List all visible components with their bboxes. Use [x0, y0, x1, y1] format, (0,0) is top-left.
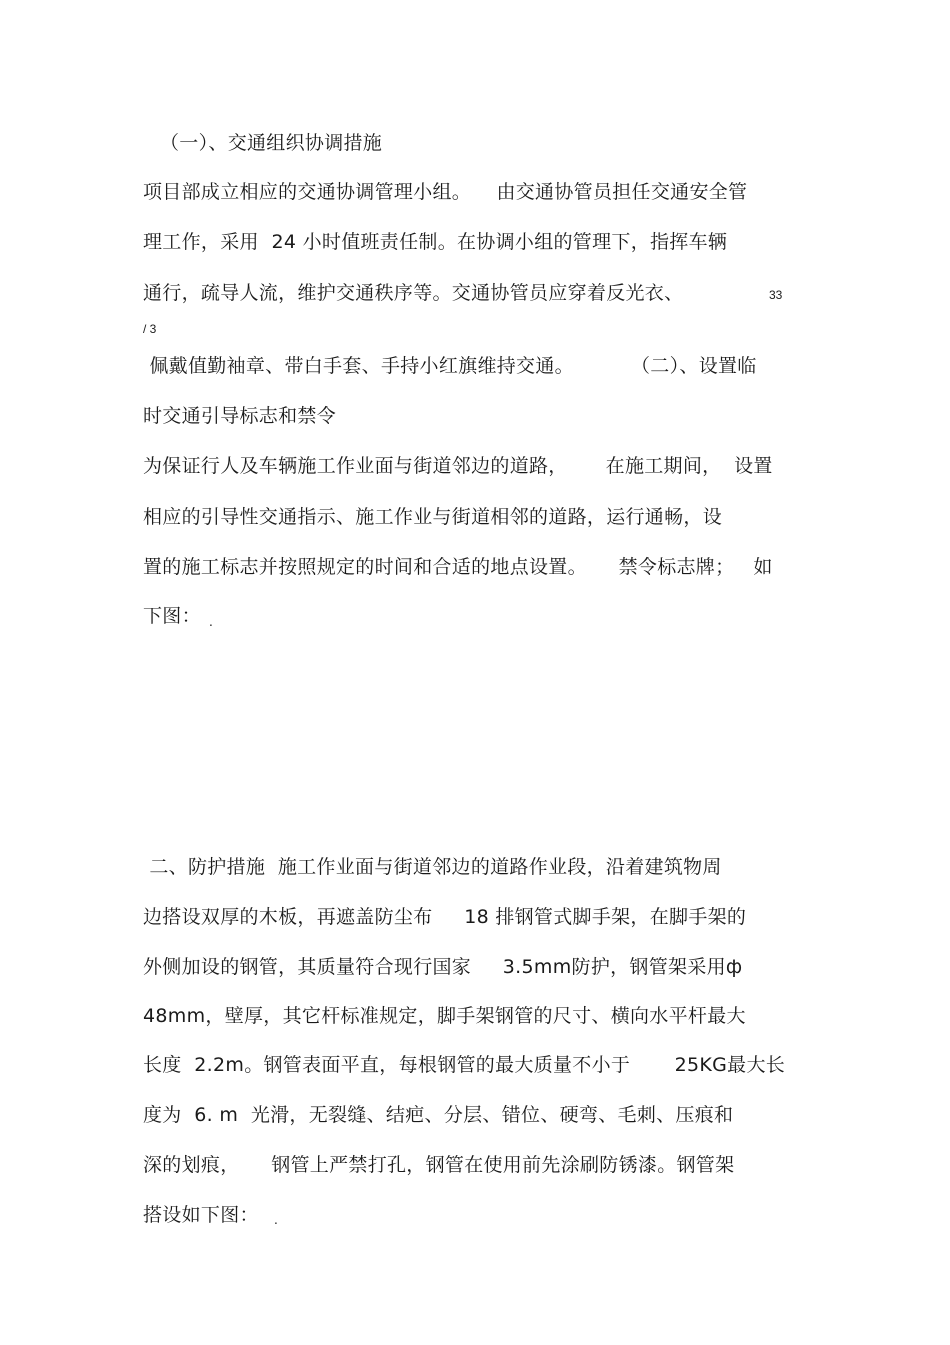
paragraph-line: 度为 6. m 光滑，无裂缝、结疤、分层、错位、硬弯、毛刺、压痕和 [143, 1104, 734, 1126]
paragraph-line: 时交通引导标志和禁令 [143, 405, 337, 427]
paragraph-line: 置的施工标志并按照规定的时间和合适的地点设置。 禁令标志牌； 如 [143, 556, 773, 578]
section-heading-protection: 二、防护措施 施工作业面与街道邻边的道路作业段，沿着建筑物周 [143, 856, 722, 878]
paragraph-line: 下图： [143, 605, 201, 627]
end-mark: . [209, 615, 213, 629]
paragraph-line: 为保证行人及车辆施工作业面与街道邻边的道路， 在施工期间， 设置 [143, 455, 773, 477]
paragraph-line: 边搭设双厚的木板，再遮盖防尘布 18 排钢管式脚手架，在脚手架的 [143, 906, 747, 928]
paragraph-line: 长度 2.2m。钢管表面平直，每根钢管的最大质量不小于 25KG最大长 [143, 1054, 786, 1076]
paragraph-line: 外侧加设的钢管，其质量符合现行国家 3.5mm防护，钢管架采用ф [143, 956, 743, 978]
page-number: 33 [769, 288, 783, 302]
paragraph-line: 佩戴值勤袖章、带白手套、手持小红旗维持交通。 （二）、设置临 [143, 355, 757, 377]
paragraph-line: 相应的引导性交通指示、施工作业与街道相邻的道路，运行通畅，设 [143, 506, 723, 528]
page-number-sub: / 3 [143, 322, 157, 336]
paragraph-line: 48mm，壁厚，其它杆标准规定，脚手架钢管的尺寸、横向水平杆最大 [143, 1005, 746, 1027]
section-heading-traffic: （一）、交通组织协调措施 [160, 132, 383, 154]
paragraph-line: 理工作，采用 24 小时值班责任制。在协调小组的管理下，指挥车辆 [143, 231, 728, 253]
paragraph-line: 通行，疏导人流，维护交通秩序等。交通协管员应穿着反光衣、 [143, 282, 684, 304]
paragraph-line: 项目部成立相应的交通协调管理小组。 由交通协管员担任交通安全管 [143, 181, 748, 203]
end-mark: . [274, 1213, 278, 1227]
paragraph-line: 深的划痕， 钢管上严禁打孔，钢管在使用前先涂刷防锈漆。钢管架 [143, 1154, 735, 1176]
paragraph-line: 搭设如下图： [143, 1204, 259, 1226]
